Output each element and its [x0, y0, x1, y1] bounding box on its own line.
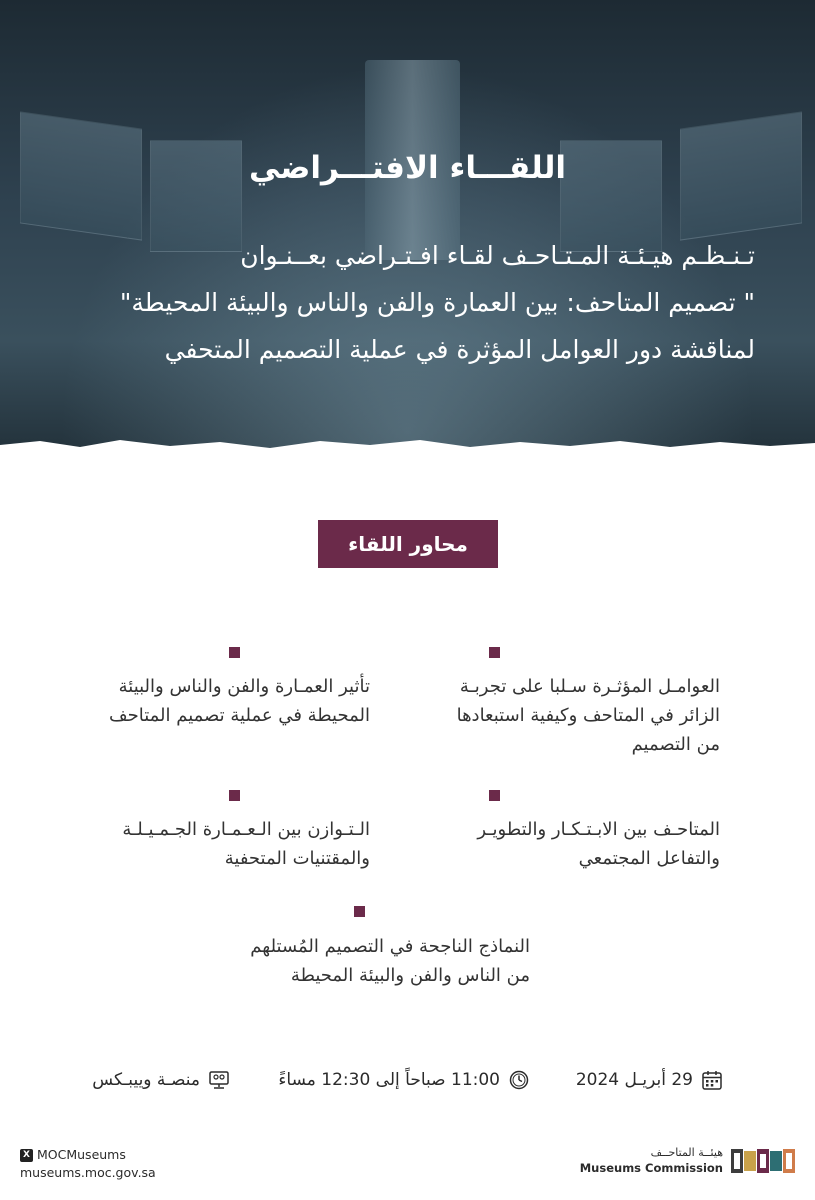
event-date: [576, 1066, 723, 1094]
square-bullet-icon: [489, 647, 500, 658]
axis-line: والمقتنيات المتحفية: [224, 848, 370, 869]
axis-line: العوامـل المؤثـرة سـلبا على تجربـة: [459, 676, 720, 697]
footer-contacts: [20, 1146, 156, 1182]
video-conference-icon: [208, 1069, 230, 1091]
axis-line: النماذج الناجحة في التصميم المُستلهم: [250, 936, 530, 957]
axis-line: المتاحـف بين الابـتـكـار والتطويـر: [477, 819, 720, 840]
axis-line: من التصميم: [631, 734, 720, 755]
axis-item: [230, 932, 530, 990]
hero-title: اللقـــاء الافتـــراضي: [249, 150, 566, 186]
axis-line: تأثير العمـارة والفن والناس والبيئة: [118, 676, 370, 697]
brand-name-en: Museums Commission: [579, 1161, 723, 1175]
event-platform-text: منصـة وييبـكس: [92, 1070, 200, 1090]
hero-description: [55, 232, 755, 373]
square-bullet-icon: [354, 906, 365, 917]
museums-commission-logo-icon: [731, 1147, 795, 1175]
hero-line: تـنـظـم هيـئـة المـتـاحـف لقـاء افـتـراضي بعــنـوان: [240, 241, 755, 270]
social-handle[interactable]: MOCMuseums: [37, 1147, 126, 1162]
event-time-text: 11:00 صباحاً إلى 12:30 مساءً: [278, 1070, 500, 1090]
square-bullet-icon: [229, 790, 240, 801]
axis-line: الـتـوازن بين الـعـمـارة الجـمـيـلـة: [122, 819, 370, 840]
x-logo-icon: X: [20, 1149, 33, 1162]
footer-brand: [580, 1146, 795, 1176]
website-link[interactable]: museums.moc.gov.sa: [20, 1165, 156, 1180]
event-date-text: 29 أبريـل 2024: [575, 1070, 693, 1090]
hero-line: " تصميم المتاحف: بين العمارة والفن والناس والبيئة المحيطة": [119, 288, 755, 317]
axis-item: [430, 672, 720, 759]
event-time: [278, 1066, 530, 1094]
torn-edge: [0, 435, 815, 455]
axis-line: من الناس والفن والبيئة المحيطة: [290, 965, 530, 986]
axis-line: الزائر في المتاحف وكيفية استبعادها: [456, 705, 720, 726]
clock-icon: [508, 1069, 530, 1091]
square-bullet-icon: [229, 647, 240, 658]
brand-name-ar: هيئــة المتاحــف: [650, 1146, 723, 1159]
axis-item: [70, 672, 370, 730]
hero-banner: [0, 0, 815, 455]
calendar-icon: [701, 1069, 723, 1091]
axes-title: محاور اللقاء: [318, 520, 498, 568]
hero-line: لمناقشة دور العوامل المؤثرة في عملية التصميم المتحفي: [164, 335, 755, 364]
square-bullet-icon: [489, 790, 500, 801]
axis-line: والتفاعل المجتمعي: [578, 848, 720, 869]
axis-line: المحيطة في عملية تصميم المتاحف: [108, 705, 370, 726]
axis-item: [430, 815, 720, 873]
axis-item: [70, 815, 370, 873]
event-platform: [92, 1066, 230, 1094]
